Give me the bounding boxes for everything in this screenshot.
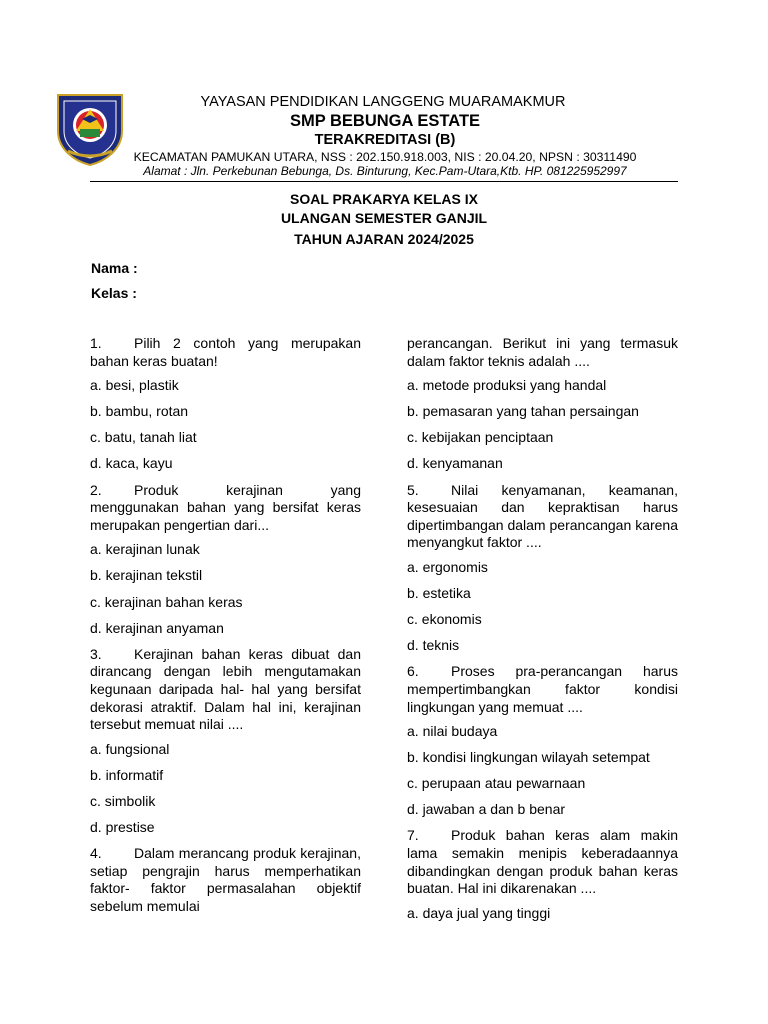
question-7: 7. Produk bahan keras alam makin lama semakin menipis keberadaannya dibandingkan dengan produk bahan keras buatan. Hal ini dikarenakan ....: [407, 827, 678, 897]
question-4-option-c: c. kebijakan penciptaan: [407, 429, 554, 446]
question-4: 4. Dalam merancang produk kerajinan, setiap pengrajin harus memperhatikan faktor- faktor permasalahan objektif sebelum memulai: [90, 845, 361, 914]
question-3-option-d: d. prestise: [90, 818, 155, 835]
question-1: 1. Pilih 2 contoh yang merupakan bahan keras buatan!: [90, 335, 361, 369]
question-4-option-a: a. metode produksi yang handal: [407, 377, 607, 394]
question-4-option-b: b. pemasaran yang tahan persaingan: [407, 403, 639, 420]
school-logo-icon: [54, 91, 126, 167]
question-4-continued: perancangan. Berikut ini yang termasuk dalam faktor teknis adalah ....: [407, 335, 678, 369]
right-column: [407, 335, 678, 931]
accreditation: TERAKREDITASI (B): [314, 132, 456, 148]
name-field-label: Nama :: [91, 260, 138, 276]
question-4-option-d: d. kenyamanan: [407, 455, 503, 472]
school-address: Alamat : Jln. Perkebunan Bebunga, Ds. Binturung, Kec.Pam-Utara,Ktb. HP. 081225952997: [143, 164, 627, 178]
question-7-option-a: a. daya jual yang tinggi: [407, 904, 551, 921]
exam-subtitle: ULANGAN SEMESTER GANJIL: [280, 210, 488, 226]
question-2-option-c: c. kerajinan bahan keras: [90, 593, 243, 610]
foundation-name: YAYASAN PENDIDIKAN LANGGENG MUARAMAKMUR: [200, 94, 566, 110]
question-3: 3. Kerajinan bahan keras dibuat dan dirancang dengan lebih mengutamakan kegunaan daripada hal- hal yang bersifat dekorasi atraktif. Dalam hal ini, kerajinan tersebut memuat nilai ....: [90, 645, 361, 733]
question-2-option-d: d. kerajinan anyaman: [90, 619, 224, 636]
question-2-option-a: a. kerajinan lunak: [90, 541, 200, 558]
question-5-option-d: d. teknis: [407, 637, 460, 654]
question-3-option-b: b. informatif: [90, 766, 164, 783]
question-1-option-c: c. batu, tanah liat: [90, 429, 197, 446]
question-5-option-b: b. estetika: [407, 585, 471, 602]
question-6-option-c: c. perupaan atau pewarnaan: [407, 775, 586, 792]
question-5-option-c: c. ekonomis: [407, 611, 482, 628]
question-2: 2. Produk kerajinan yang menggunakan bahan yang bersifat keras merupakan pengertian dari...: [90, 481, 361, 533]
academic-year: TAHUN AJARAN 2024/2025: [294, 231, 474, 247]
question-6-option-d: d. jawaban a dan b benar: [407, 801, 566, 818]
school-name: SMP BEBUNGA ESTATE: [289, 112, 481, 130]
question-6-option-b: b. kondisi lingkungan wilayah setempat: [407, 749, 650, 766]
header-divider: [90, 181, 678, 182]
left-column: [90, 335, 361, 922]
question-1-option-b: b. bambu, rotan: [90, 403, 189, 420]
question-3-option-c: c. simbolik: [90, 792, 156, 809]
question-2-option-b: b. kerajinan tekstil: [90, 567, 203, 584]
question-1-option-a: a. besi, plastik: [90, 377, 179, 394]
question-6-option-a: a. nilai budaya: [407, 723, 498, 740]
class-field-label: Kelas :: [91, 285, 137, 301]
question-5-option-a: a. ergonomis: [407, 558, 488, 575]
school-identifiers: KECAMATAN PAMUKAN UTARA, NSS : 202.150.918.003, NIS : 20.04.20, NPSN : 30311490: [133, 150, 637, 164]
question-6: 6. Proses pra-perancangan harus mempertimbangkan faktor kondisi lingkungan yang memuat ....: [407, 663, 678, 715]
question-3-option-a: a. fungsional: [90, 740, 170, 757]
question-1-option-d: d. kaca, kayu: [90, 455, 173, 472]
exam-title: SOAL PRAKARYA KELAS IX: [290, 191, 478, 207]
question-5: 5. Nilai kenyamanan, keamanan, kesesuaian dan kepraktisan harus dipertimbangan dalam perancangan karena menyangkut faktor ....: [407, 481, 678, 551]
